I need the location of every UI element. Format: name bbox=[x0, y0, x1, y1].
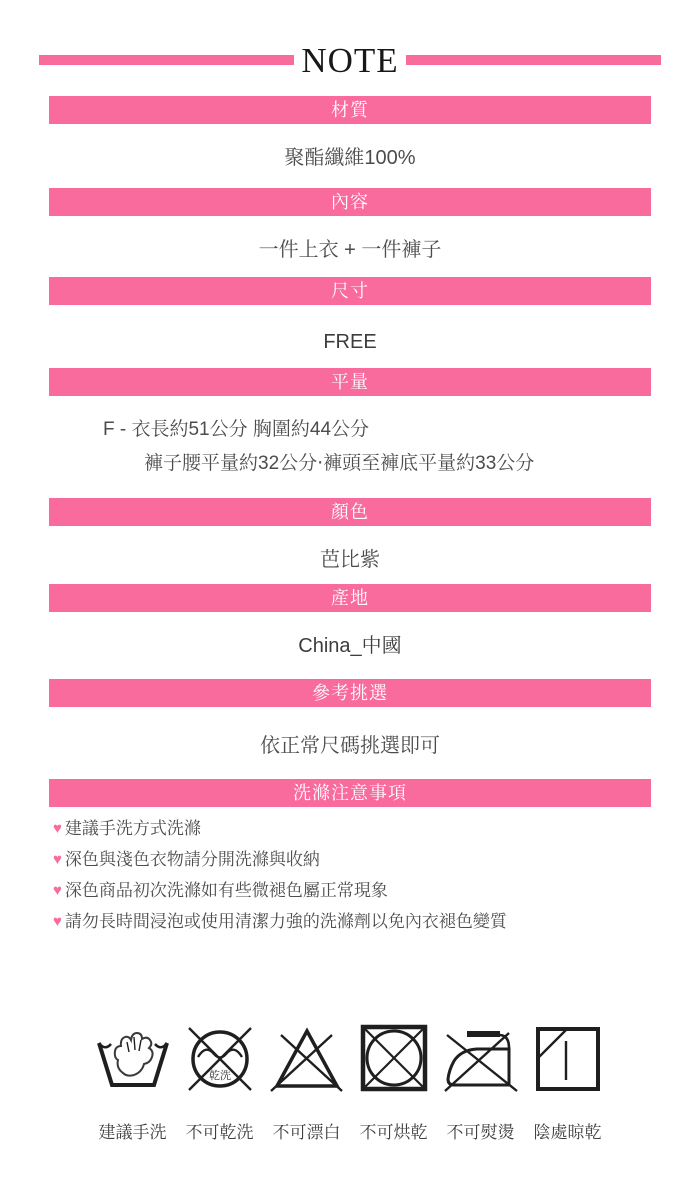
care-item-no-dry-clean bbox=[176, 1022, 263, 1143]
dry-clean-symbol-text: 乾洗 bbox=[208, 1070, 231, 1082]
care-item-hand-wash bbox=[89, 1022, 176, 1143]
divider-bar-left bbox=[39, 55, 294, 65]
section-header-sizing-advice: 參考挑選 bbox=[49, 679, 651, 707]
care-label: 不可乾洗 bbox=[185, 1123, 254, 1142]
page-title: NOTE bbox=[301, 40, 399, 80]
care-icons-row bbox=[0, 1020, 700, 1143]
section-header-material: 材質 bbox=[49, 96, 651, 124]
care-item-no-tumble-dry bbox=[350, 1020, 437, 1143]
heart-icon: ♥ bbox=[53, 882, 62, 899]
heart-icon: ♥ bbox=[53, 851, 62, 868]
dry-in-shade-icon bbox=[530, 1022, 606, 1096]
care-label: 不可熨燙 bbox=[446, 1123, 515, 1142]
measurement-line-pants: 褲子腰平量約32公分‧褲頭至褲底平量約33公分 bbox=[144, 453, 535, 474]
heart-icon: ♥ bbox=[53, 820, 62, 837]
washing-note-item bbox=[53, 844, 700, 875]
washing-note-text: 深色與淺色衣物請分開洗滌與收納 bbox=[64, 850, 320, 869]
washing-note-text: 建議手洗方式洗滌 bbox=[64, 819, 201, 838]
section-header-measurements: 平量 bbox=[49, 368, 651, 396]
washing-notes-list bbox=[0, 813, 700, 937]
material-value: 聚酯纖維100% bbox=[284, 147, 416, 169]
washing-note-item bbox=[53, 875, 700, 906]
no-iron-icon bbox=[443, 1024, 519, 1096]
washing-note-text: 深色商品初次洗滌如有些微褪色屬正常現象 bbox=[64, 881, 388, 900]
section-header-size: 尺寸 bbox=[49, 277, 651, 305]
measurement-line-top: F - 衣長約51公分 胸圍約44公分 bbox=[103, 419, 370, 440]
measurements-block bbox=[0, 418, 700, 476]
note-header bbox=[0, 0, 700, 80]
section-header-contents: 內容 bbox=[49, 188, 651, 216]
no-bleach-icon bbox=[269, 1022, 345, 1096]
hand-wash-icon bbox=[94, 1022, 172, 1096]
color-value: 芭比紫 bbox=[320, 549, 380, 571]
section-header-color: 顏色 bbox=[49, 498, 651, 526]
care-label: 不可烘乾 bbox=[359, 1123, 428, 1142]
contents-value: 一件上衣 + 一件褲子 bbox=[258, 239, 442, 261]
care-item-no-bleach bbox=[263, 1022, 350, 1143]
divider-bar-right bbox=[406, 55, 661, 65]
washing-note-item bbox=[53, 906, 700, 937]
washing-note-item bbox=[53, 813, 700, 844]
care-label: 陰處晾乾 bbox=[533, 1123, 602, 1142]
section-header-origin: 產地 bbox=[49, 584, 651, 612]
no-dry-clean-icon bbox=[182, 1022, 258, 1096]
sizing-advice-value: 依正常尺碼挑選即可 bbox=[260, 735, 440, 757]
size-value: FREE bbox=[323, 331, 377, 353]
no-tumble-dry-icon bbox=[356, 1020, 432, 1096]
origin-value: China_中國 bbox=[298, 635, 402, 657]
care-label: 建議手洗 bbox=[98, 1123, 167, 1142]
heart-icon: ♥ bbox=[53, 913, 62, 930]
section-header-washing-notes: 洗滌注意事項 bbox=[49, 779, 651, 807]
washing-note-text: 請勿長時間浸泡或使用清潔力強的洗滌劑以免內衣褪色變質 bbox=[64, 912, 507, 931]
care-item-no-iron bbox=[437, 1024, 524, 1143]
care-label: 不可漂白 bbox=[272, 1123, 341, 1142]
care-item-dry-in-shade bbox=[524, 1022, 611, 1143]
